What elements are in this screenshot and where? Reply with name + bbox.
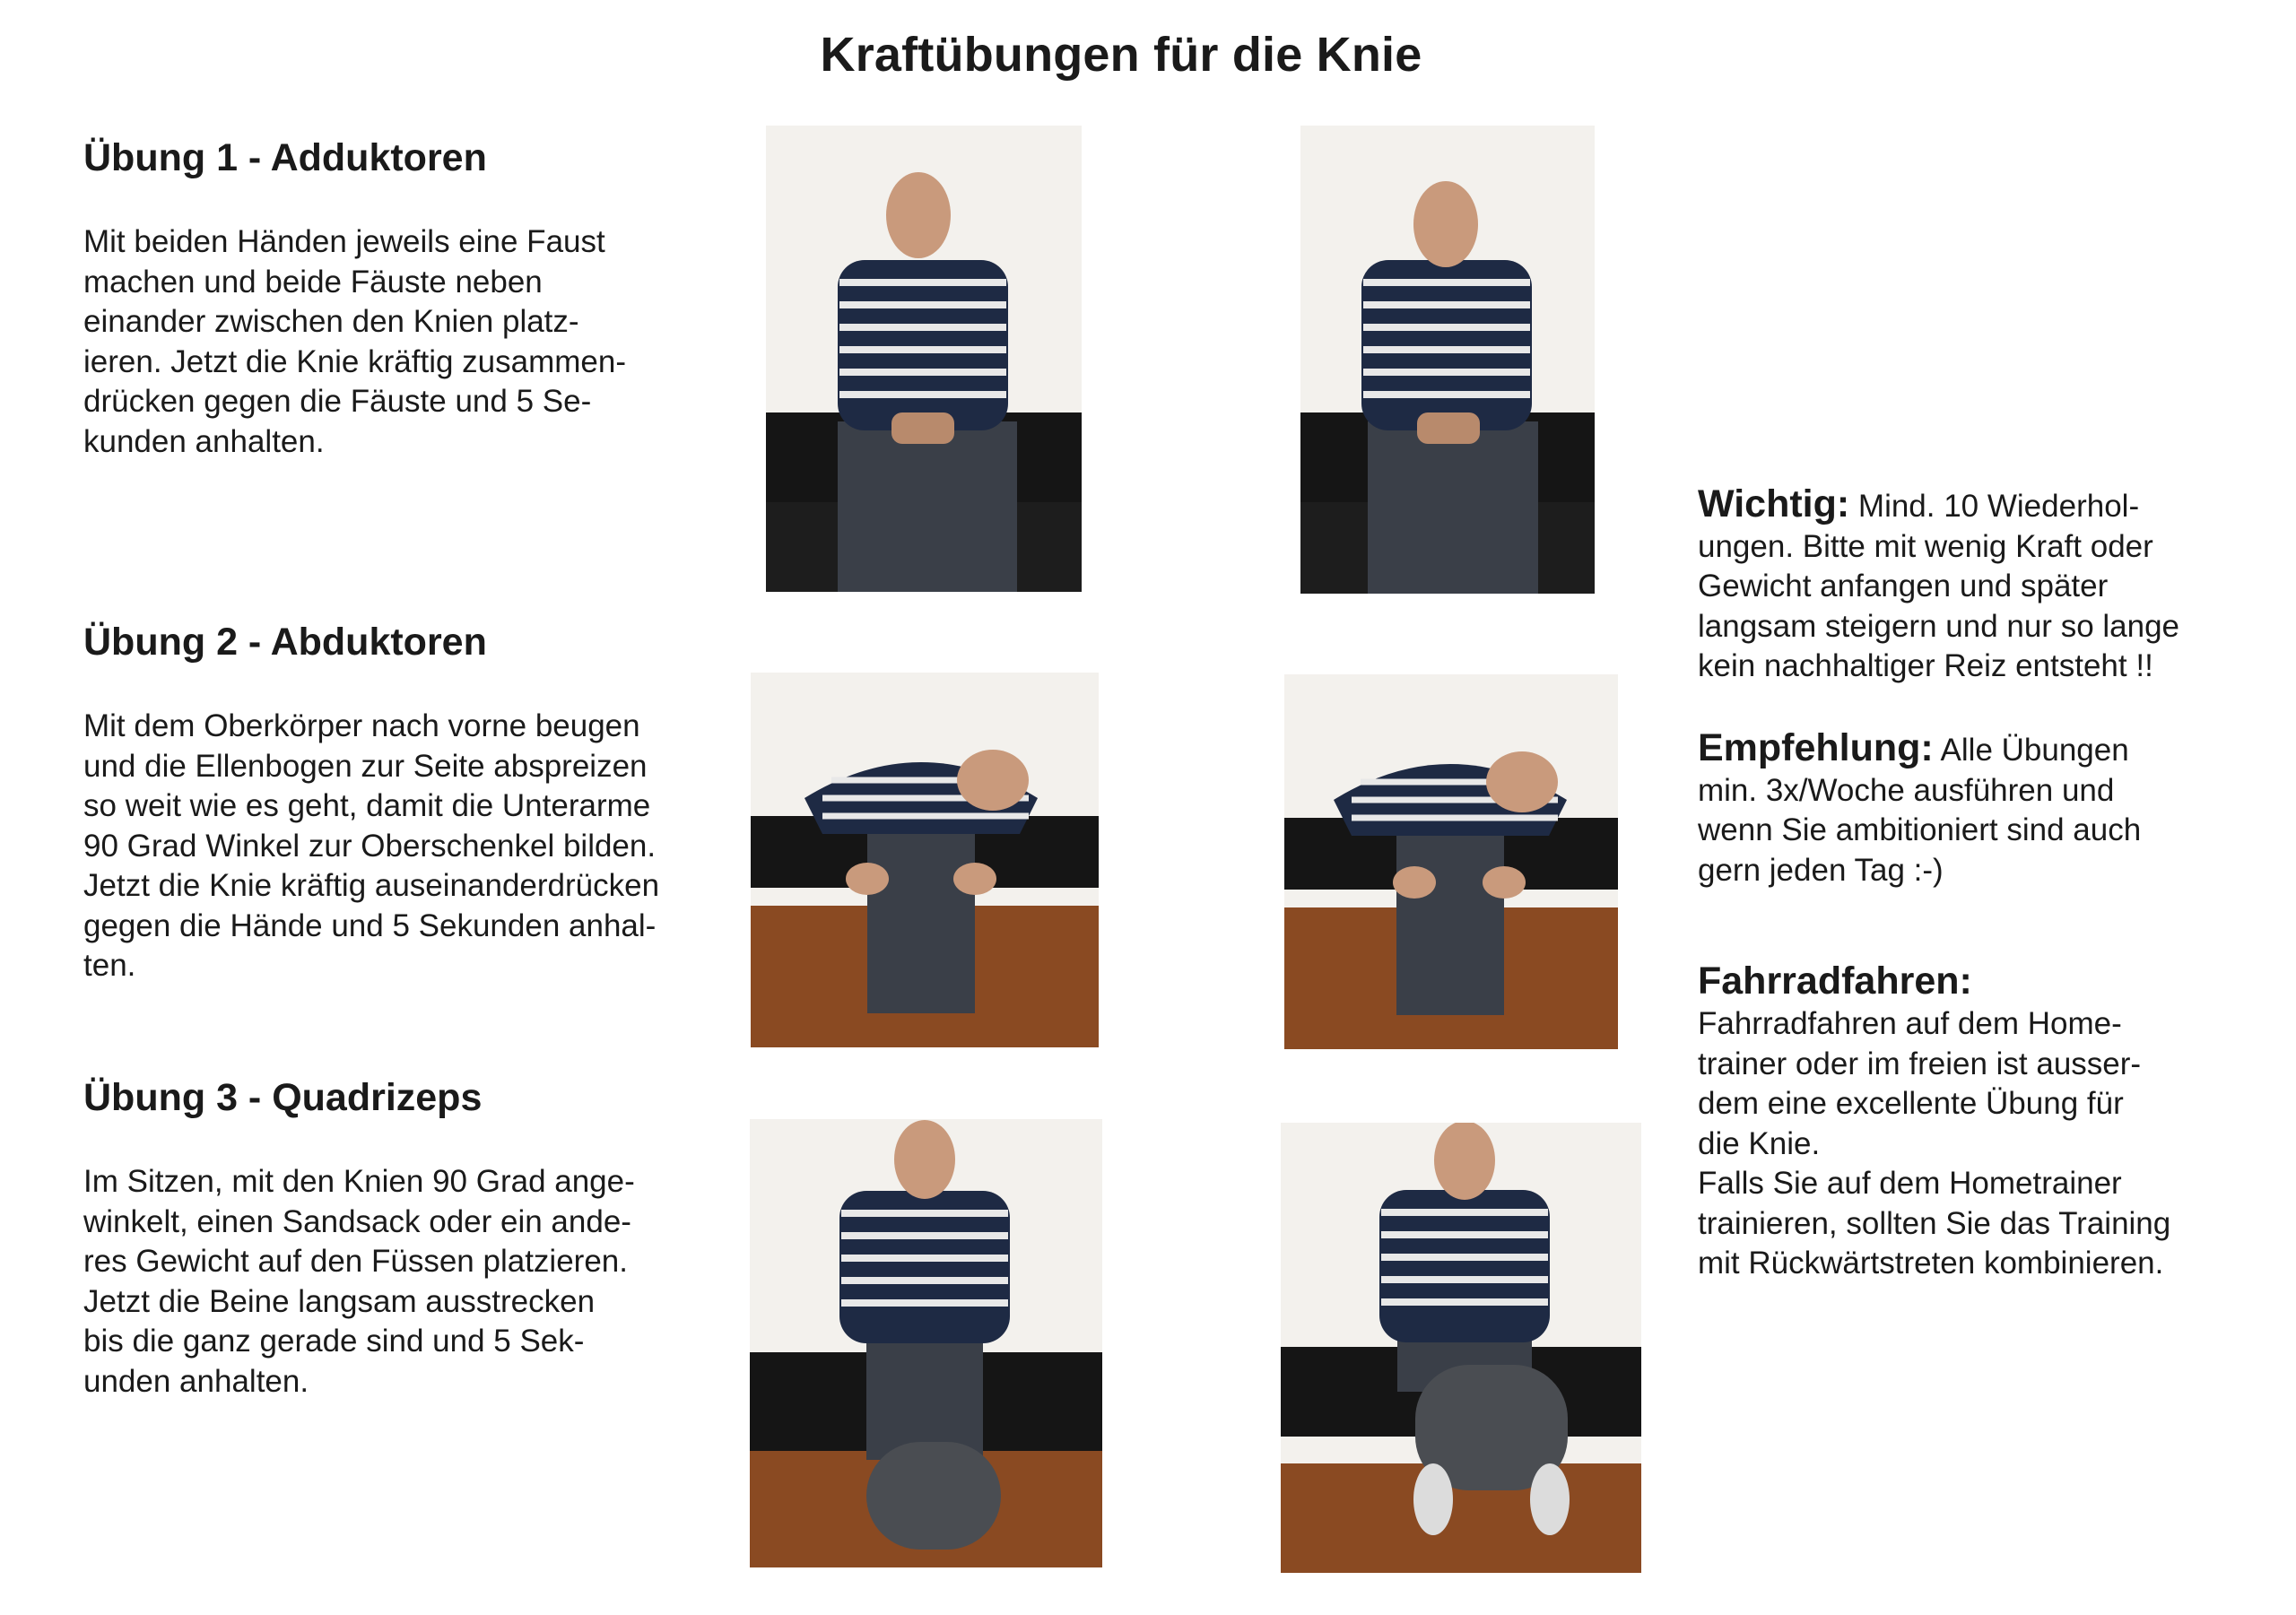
exercise-3-heading: Übung 3 - Quadrizeps [83, 1076, 483, 1119]
exercise-1-line: machen und beide Fäuste neben [83, 264, 543, 300]
empfehlung-first-line [1698, 728, 2254, 771]
exercise-3-line: Im Sitzen, mit den Knien 90 Grad ange- [83, 1164, 635, 1199]
exercise-2-line: ten. [83, 948, 136, 983]
fahrrad-line: trainer oder im freien ist ausser- [1698, 1046, 2142, 1081]
fahrrad-line: Fahrradfahren auf dem Home- [1698, 1006, 2122, 1041]
wichtig-first-line [1698, 484, 2254, 527]
exercise-1-line: ieren. Jetzt die Knie kräftig zusammen- [83, 343, 626, 379]
empfehlung-line: min. 3x/Woche ausführen und [1698, 772, 2115, 808]
empfehlung-label: Empfehlung: [1698, 726, 1934, 769]
fahrrad-line: mit Rückwärtstreten kombinieren. [1698, 1246, 2164, 1281]
exercise-2-line: so weit wie es geht, damit die Unterarme [83, 788, 651, 823]
page-title: Kraftübungen für die Knie [820, 28, 1422, 82]
fahrrad-line: Falls Sie auf dem Hometrainer [1698, 1166, 2122, 1201]
exercise-3-line: Jetzt die Beine langsam ausstrecken [83, 1283, 596, 1319]
wichtig-first-text: Mind. 10 Wiederhol- [1849, 489, 2140, 524]
fahrrad-line: trainieren, sollten Sie das Training [1698, 1205, 2171, 1241]
exercise-1-line: drücken gegen die Fäuste und 5 Se- [83, 384, 592, 419]
exercise-3-line: bis die ganz gerade sind und 5 Sek- [83, 1324, 585, 1359]
exercise-3-line: unden anhalten. [83, 1363, 309, 1399]
empfehlung-line: gern jeden Tag :-) [1698, 852, 1944, 888]
wichtig-block [1698, 484, 2254, 687]
wichtig-line: ungen. Bitte mit wenig Kraft oder [1698, 528, 2153, 564]
wichtig-line: langsam steigern und nur so lange [1698, 608, 2180, 644]
wichtig-line: Gewicht anfangen und später [1698, 569, 2109, 603]
photo-ex2-press [1284, 674, 1618, 1049]
fahrrad-heading: Fahrradfahren: [1698, 959, 1972, 1003]
empfehlung-block [1698, 728, 2254, 890]
photo-ex1-press [1300, 126, 1595, 594]
fahrrad-line: die Knie. [1698, 1125, 1821, 1161]
wichtig-line: kein nachhaltiger Reiz entsteht !! [1698, 648, 2153, 683]
exercise-2-line: Mit dem Oberkörper nach vorne beugen [83, 708, 640, 743]
photo-ex3-extend [1281, 1123, 1641, 1573]
exercise-1-line: kunden anhalten. [83, 423, 325, 459]
photo-ex3-start [750, 1119, 1102, 1567]
exercise-2-line: 90 Grad Winkel zur Oberschenkel bilden. [83, 828, 657, 864]
photo-ex1-start [766, 126, 1082, 592]
exercise-3-line: res Gewicht auf den Füssen platzieren. [83, 1244, 628, 1279]
photo-ex2-start [751, 673, 1099, 1047]
exercise-2-heading: Übung 2 - Abduktoren [83, 621, 487, 664]
fahrrad-line: dem eine excellente Übung für [1698, 1086, 2124, 1121]
empfehlung-line: wenn Sie ambitioniert sind auch [1698, 812, 2142, 847]
exercise-1-text [83, 222, 729, 462]
exercise-1-line: Mit beiden Händen jeweils eine Faust [83, 224, 605, 259]
exercise-3-line: winkelt, einen Sandsack oder ein ande- [83, 1203, 631, 1239]
wichtig-label: Wichtig: [1698, 482, 1850, 525]
exercise-2-line: Jetzt die Knie kräftig auseinanderdrücken [83, 868, 660, 903]
exercise-1-heading: Übung 1 - Adduktoren [83, 136, 487, 179]
fahrrad-block [1698, 958, 2254, 1284]
exercise-3-text [83, 1162, 729, 1402]
exercise-2-line: und die Ellenbogen zur Seite abspreizen [83, 748, 648, 784]
exercise-2-line: gegen die Hände und 5 Sekunden anhal- [83, 907, 657, 943]
exercise-1-line: einander zwischen den Knien platz- [83, 304, 579, 339]
exercise-2-text [83, 707, 729, 986]
empfehlung-first-text: Alle Übungen [1933, 733, 2129, 768]
